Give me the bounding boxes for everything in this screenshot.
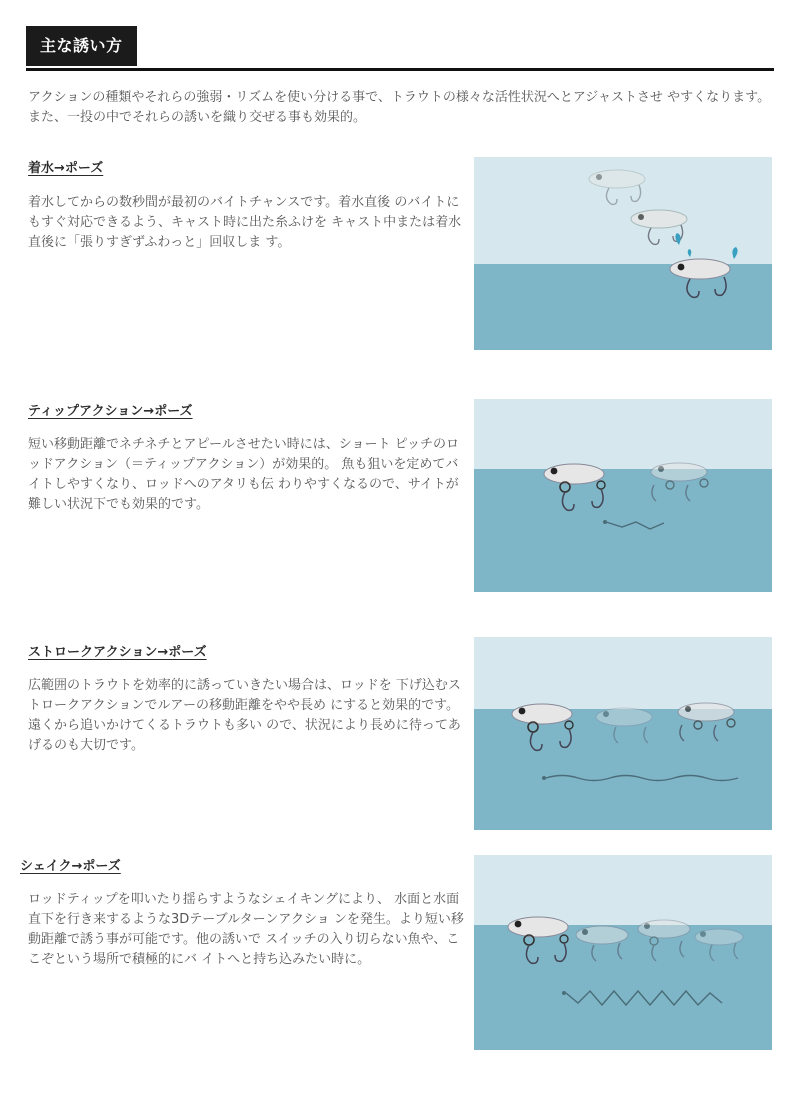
section-title-stroke-action: ストロークアクション→ポーズ (28, 645, 207, 660)
section-body-tip-action: 短い移動距離でネチネチとアピールさせたい時には、ショート ピッチのロッドアクション（＝ティップアクション）が効果的。 魚も狙いを定めてバイトしやすくなり、ロッドへのアタリも伝 わりやすくなるので、サイトが難しい状況下でも効果的です。 (28, 437, 460, 512)
section-title-landing: 着水→ポーズ (28, 161, 104, 176)
tip-action-illustration (474, 399, 772, 592)
shake-action-illustration (474, 855, 772, 1050)
section-body-landing: 着水してからの数秒間が最初のバイトチャンスです。着水直後 のバイトにもすぐ対応できるよう、キャスト時に出た糸ふけを キャスト中または着水直後に「張りすぎずふわっと」回収しま す。 (28, 195, 462, 250)
intro-text: アクションの種類やそれらの強弱・リズムを使い分ける事で、トラウトの様々な活性状況へとアジャストさせ やすくなります。また、一投の中でそれらの誘いを織り交ぜる事も効果的。 (28, 90, 771, 125)
splash-landing-illustration (474, 157, 772, 350)
header-title: 主な誘い方 (26, 26, 137, 66)
stroke-action-illustration (474, 637, 772, 830)
section-title-shake: シェイク→ポーズ (20, 859, 121, 874)
section-header (26, 26, 774, 71)
section-title-tip-action: ティップアクション→ポーズ (28, 404, 193, 419)
section-body-stroke-action: 広範囲のトラウトを効率的に誘っていきたい場合は、ロッドを 下げ込むストロークアクションでルアーの移動距離をやや長め にすると効果的です。遠くから追いかけてくるトラウトも多い ので、状況により長めに待ってあげるのも大切です。 (28, 678, 461, 753)
section-body-shake: ロッドティップを叩いたり揺らすようなシェイキングにより、 水面と水面直下を行き来するような3Dテーブルターンアクショ ンを発生。より短い移動距離で誘う事が可能です。他の誘いで スイッチの入り切らない魚や、ここぞという場所で積極的にバ イトへと持ち込みたい時に。 (28, 892, 464, 967)
